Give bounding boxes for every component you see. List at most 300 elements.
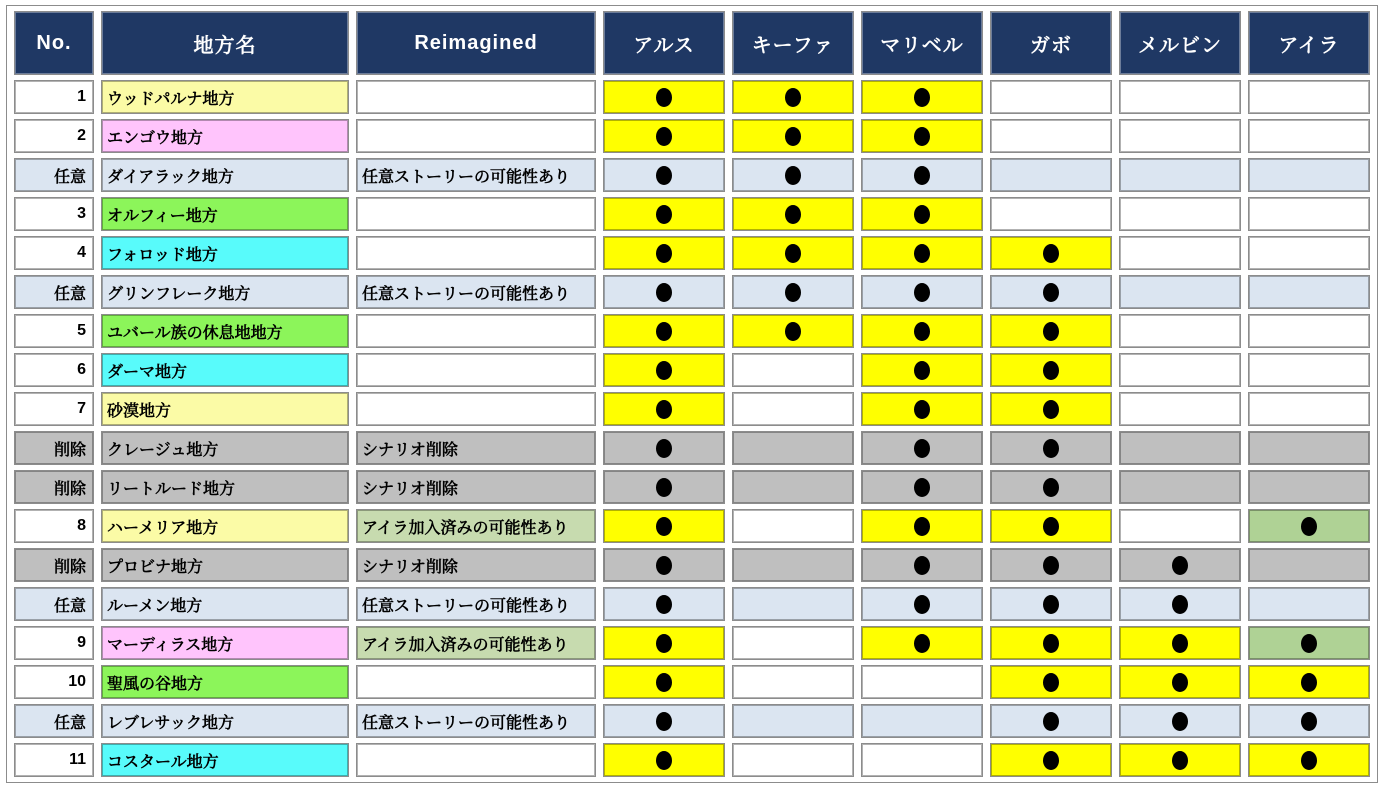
presence-dot-icon [1172, 712, 1188, 731]
table-row [14, 197, 1370, 231]
presence-dot-icon [914, 88, 930, 107]
presence-dot-icon [1172, 673, 1188, 692]
member-cell-keefa [732, 353, 854, 387]
member-cell-keefa [732, 236, 854, 270]
presence-dot-icon [914, 439, 930, 458]
member-cell-melvin [1119, 470, 1241, 504]
column-header-label: Reimagined [357, 12, 595, 74]
no-value: 9 [15, 627, 93, 659]
region-name: エンゴウ地方 [102, 120, 348, 152]
region-name-cell [101, 509, 349, 543]
presence-dot-icon [1172, 751, 1188, 770]
member-cell-keefa [732, 119, 854, 153]
column-header-keefa [732, 11, 854, 75]
member-cell-gabo [990, 431, 1112, 465]
member-cell-keefa [732, 665, 854, 699]
reimagined-cell [356, 665, 596, 699]
member-cell-gabo [990, 743, 1112, 777]
reimagined-note [357, 666, 595, 698]
member-cell-maribel [861, 119, 983, 153]
table-row [14, 431, 1370, 465]
no-cell [14, 392, 94, 426]
presence-dot-icon [656, 205, 672, 224]
presence-dot-icon [656, 322, 672, 341]
region-name: ウッドパルナ地方 [102, 81, 348, 113]
no-value: 任意 [15, 705, 93, 737]
table-row [14, 314, 1370, 348]
presence-dot-icon [785, 88, 801, 107]
table-row [14, 158, 1370, 192]
member-cell-maribel [861, 548, 983, 582]
presence-dot-icon [656, 673, 672, 692]
member-cell-maribel [861, 431, 983, 465]
no-value: 1 [15, 81, 93, 113]
presence-dot-icon [1043, 478, 1059, 497]
member-cell-arus [603, 197, 725, 231]
no-value: 6 [15, 354, 93, 386]
reimagined-note [357, 198, 595, 230]
member-cell-gabo [990, 314, 1112, 348]
member-cell-arus [603, 665, 725, 699]
reimagined-cell [356, 431, 596, 465]
reimagined-note: 任意ストーリーの可能性あり [357, 705, 595, 737]
table-row [14, 236, 1370, 270]
reimagined-cell [356, 80, 596, 114]
no-cell [14, 275, 94, 309]
region-name-cell [101, 80, 349, 114]
reimagined-note: 任意ストーリーの可能性あり [357, 588, 595, 620]
member-cell-gabo [990, 353, 1112, 387]
member-cell-arus [603, 743, 725, 777]
no-value: 削除 [15, 432, 93, 464]
member-cell-maribel [861, 158, 983, 192]
presence-dot-icon [914, 517, 930, 536]
member-cell-gabo [990, 509, 1112, 543]
member-cell-arus [603, 704, 725, 738]
reimagined-note: 任意ストーリーの可能性あり [357, 159, 595, 191]
presence-dot-icon [914, 283, 930, 302]
member-cell-maribel [861, 665, 983, 699]
member-cell-maribel [861, 743, 983, 777]
no-cell [14, 119, 94, 153]
presence-dot-icon [914, 634, 930, 653]
reimagined-note: 任意ストーリーの可能性あり [357, 276, 595, 308]
region-name-cell [101, 353, 349, 387]
table-row [14, 470, 1370, 504]
table-row [14, 509, 1370, 543]
member-cell-maribel [861, 509, 983, 543]
presence-dot-icon [1172, 556, 1188, 575]
presence-dot-icon [656, 595, 672, 614]
presence-dot-icon [785, 127, 801, 146]
presence-dot-icon [1301, 634, 1317, 653]
member-cell-aira [1248, 353, 1370, 387]
member-cell-maribel [861, 587, 983, 621]
member-cell-keefa [732, 431, 854, 465]
reimagined-cell [356, 236, 596, 270]
member-cell-gabo [990, 119, 1112, 153]
region-name: マーディラス地方 [102, 627, 348, 659]
presence-dot-icon [1172, 634, 1188, 653]
table-row [14, 80, 1370, 114]
no-value: 2 [15, 120, 93, 152]
column-header-label: マリベル [862, 12, 982, 74]
member-cell-aira [1248, 158, 1370, 192]
member-cell-arus [603, 548, 725, 582]
reimagined-cell [356, 743, 596, 777]
member-cell-aira [1248, 704, 1370, 738]
region-name: ルーメン地方 [102, 588, 348, 620]
no-cell [14, 665, 94, 699]
table-row [14, 587, 1370, 621]
presence-dot-icon [1043, 556, 1059, 575]
presence-dot-icon [656, 751, 672, 770]
no-cell [14, 80, 94, 114]
presence-dot-icon [914, 595, 930, 614]
member-cell-gabo [990, 392, 1112, 426]
member-cell-maribel [861, 470, 983, 504]
reimagined-note: シナリオ削除 [357, 432, 595, 464]
member-cell-melvin [1119, 509, 1241, 543]
reimagined-note [357, 354, 595, 386]
member-cell-aira [1248, 197, 1370, 231]
column-header-arus [603, 11, 725, 75]
reimagined-cell [356, 626, 596, 660]
presence-dot-icon [656, 127, 672, 146]
member-cell-gabo [990, 704, 1112, 738]
member-cell-keefa [732, 197, 854, 231]
presence-dot-icon [656, 634, 672, 653]
presence-dot-icon [785, 205, 801, 224]
region-name-cell [101, 275, 349, 309]
reimagined-note: アイラ加入済みの可能性あり [357, 510, 595, 542]
table-body [14, 80, 1370, 777]
member-cell-maribel [861, 353, 983, 387]
member-cell-melvin [1119, 80, 1241, 114]
column-header-label: No. [15, 12, 93, 74]
region-party-table [6, 5, 1378, 783]
member-cell-keefa [732, 509, 854, 543]
no-cell [14, 626, 94, 660]
member-cell-arus [603, 587, 725, 621]
table-row [14, 392, 1370, 426]
member-cell-gabo [990, 197, 1112, 231]
member-cell-arus [603, 626, 725, 660]
member-cell-gabo [990, 470, 1112, 504]
no-cell [14, 431, 94, 465]
reimagined-cell [356, 548, 596, 582]
presence-dot-icon [1043, 517, 1059, 536]
presence-dot-icon [1043, 712, 1059, 731]
region-name-cell [101, 314, 349, 348]
column-header-reimagined [356, 11, 596, 75]
member-cell-maribel [861, 704, 983, 738]
member-cell-keefa [732, 80, 854, 114]
member-cell-maribel [861, 80, 983, 114]
presence-dot-icon [1043, 283, 1059, 302]
no-cell [14, 197, 94, 231]
no-value: 10 [15, 666, 93, 698]
presence-dot-icon [656, 283, 672, 302]
member-cell-maribel [861, 275, 983, 309]
no-cell [14, 236, 94, 270]
region-name-cell [101, 548, 349, 582]
member-cell-melvin [1119, 275, 1241, 309]
no-value: 任意 [15, 159, 93, 191]
reimagined-note [357, 120, 595, 152]
presence-dot-icon [1301, 751, 1317, 770]
presence-dot-icon [785, 166, 801, 185]
reimagined-cell [356, 314, 596, 348]
no-value: 7 [15, 393, 93, 425]
member-cell-melvin [1119, 314, 1241, 348]
reimagined-cell [356, 119, 596, 153]
member-cell-arus [603, 158, 725, 192]
table-row [14, 626, 1370, 660]
region-name: クレージュ地方 [102, 432, 348, 464]
column-header-no [14, 11, 94, 75]
no-cell [14, 548, 94, 582]
member-cell-arus [603, 80, 725, 114]
no-value: 11 [15, 744, 93, 776]
member-cell-aira [1248, 548, 1370, 582]
no-cell [14, 587, 94, 621]
member-cell-melvin [1119, 236, 1241, 270]
member-cell-arus [603, 392, 725, 426]
reimagined-cell [356, 275, 596, 309]
reimagined-cell [356, 704, 596, 738]
region-name: オルフィー地方 [102, 198, 348, 230]
presence-dot-icon [656, 244, 672, 263]
member-cell-maribel [861, 314, 983, 348]
no-value: 5 [15, 315, 93, 347]
member-cell-gabo [990, 80, 1112, 114]
member-cell-aira [1248, 626, 1370, 660]
presence-dot-icon [1043, 439, 1059, 458]
no-cell [14, 509, 94, 543]
region-name-cell [101, 119, 349, 153]
column-header-label: キーファ [733, 12, 853, 74]
reimagined-note: シナリオ削除 [357, 549, 595, 581]
member-cell-aira [1248, 665, 1370, 699]
reimagined-note: シナリオ削除 [357, 471, 595, 503]
presence-dot-icon [656, 88, 672, 107]
no-value: 任意 [15, 588, 93, 620]
no-value: 4 [15, 237, 93, 269]
member-cell-melvin [1119, 548, 1241, 582]
table-row [14, 665, 1370, 699]
member-cell-aira [1248, 392, 1370, 426]
column-header-label: アルス [604, 12, 724, 74]
region-name: ダイアラック地方 [102, 159, 348, 191]
member-cell-keefa [732, 314, 854, 348]
member-cell-gabo [990, 275, 1112, 309]
reimagined-cell [356, 197, 596, 231]
member-cell-aira [1248, 509, 1370, 543]
reimagined-cell [356, 587, 596, 621]
region-name-cell [101, 197, 349, 231]
member-cell-gabo [990, 548, 1112, 582]
region-name: ユバール族の休息地地方 [102, 315, 348, 347]
presence-dot-icon [656, 361, 672, 380]
member-cell-melvin [1119, 665, 1241, 699]
member-cell-arus [603, 431, 725, 465]
member-cell-melvin [1119, 704, 1241, 738]
no-value: 3 [15, 198, 93, 230]
column-header-aira [1248, 11, 1370, 75]
table-row [14, 548, 1370, 582]
table-row [14, 119, 1370, 153]
member-cell-gabo [990, 665, 1112, 699]
no-value: 8 [15, 510, 93, 542]
member-cell-aira [1248, 587, 1370, 621]
region-name-cell [101, 236, 349, 270]
member-cell-aira [1248, 80, 1370, 114]
reimagined-note [357, 81, 595, 113]
member-cell-arus [603, 119, 725, 153]
column-header-melvin [1119, 11, 1241, 75]
no-value: 任意 [15, 276, 93, 308]
region-name: ダーマ地方 [102, 354, 348, 386]
presence-dot-icon [785, 283, 801, 302]
presence-dot-icon [656, 556, 672, 575]
no-cell [14, 158, 94, 192]
no-cell [14, 314, 94, 348]
member-cell-melvin [1119, 353, 1241, 387]
region-name-cell [101, 665, 349, 699]
header-row [14, 11, 1370, 75]
member-cell-melvin [1119, 158, 1241, 192]
no-value: 削除 [15, 549, 93, 581]
region-name: フォロッド地方 [102, 237, 348, 269]
region-name-cell [101, 704, 349, 738]
member-cell-aira [1248, 119, 1370, 153]
no-cell [14, 470, 94, 504]
member-cell-melvin [1119, 587, 1241, 621]
presence-dot-icon [1043, 361, 1059, 380]
member-cell-keefa [732, 548, 854, 582]
member-cell-gabo [990, 626, 1112, 660]
member-cell-maribel [861, 392, 983, 426]
reimagined-note [357, 393, 595, 425]
region-name-cell [101, 626, 349, 660]
member-cell-gabo [990, 587, 1112, 621]
region-name: 聖風の谷地方 [102, 666, 348, 698]
presence-dot-icon [914, 556, 930, 575]
member-cell-keefa [732, 587, 854, 621]
member-cell-arus [603, 314, 725, 348]
member-cell-melvin [1119, 431, 1241, 465]
table-row [14, 275, 1370, 309]
member-cell-melvin [1119, 119, 1241, 153]
column-header-label: メルビン [1120, 12, 1240, 74]
presence-dot-icon [1043, 751, 1059, 770]
member-cell-melvin [1119, 626, 1241, 660]
member-cell-keefa [732, 392, 854, 426]
presence-dot-icon [1043, 244, 1059, 263]
member-cell-aira [1248, 743, 1370, 777]
reimagined-note [357, 744, 595, 776]
presence-dot-icon [656, 712, 672, 731]
member-cell-keefa [732, 626, 854, 660]
member-cell-keefa [732, 743, 854, 777]
presence-dot-icon [1043, 322, 1059, 341]
presence-dot-icon [656, 400, 672, 419]
column-header-label: アイラ [1249, 12, 1369, 74]
reimagined-cell [356, 392, 596, 426]
region-name: グリンフレーク地方 [102, 276, 348, 308]
member-cell-aira [1248, 236, 1370, 270]
presence-dot-icon [785, 322, 801, 341]
member-cell-melvin [1119, 392, 1241, 426]
no-cell [14, 353, 94, 387]
table-row [14, 743, 1370, 777]
no-value: 削除 [15, 471, 93, 503]
column-header-region-name [101, 11, 349, 75]
presence-dot-icon [914, 127, 930, 146]
member-cell-arus [603, 353, 725, 387]
member-cell-melvin [1119, 743, 1241, 777]
member-cell-aira [1248, 470, 1370, 504]
presence-dot-icon [1301, 712, 1317, 731]
presence-dot-icon [1172, 595, 1188, 614]
presence-dot-icon [1043, 634, 1059, 653]
region-name: 砂漠地方 [102, 393, 348, 425]
member-cell-aira [1248, 275, 1370, 309]
member-cell-keefa [732, 704, 854, 738]
member-cell-arus [603, 470, 725, 504]
reimagined-cell [356, 158, 596, 192]
reimagined-cell [356, 353, 596, 387]
presence-dot-icon [656, 439, 672, 458]
member-cell-gabo [990, 236, 1112, 270]
reimagined-note [357, 237, 595, 269]
member-cell-aira [1248, 431, 1370, 465]
member-cell-keefa [732, 470, 854, 504]
presence-dot-icon [914, 478, 930, 497]
region-name: ハーメリア地方 [102, 510, 348, 542]
member-cell-maribel [861, 626, 983, 660]
region-name-cell [101, 470, 349, 504]
presence-dot-icon [914, 400, 930, 419]
region-name: リートルード地方 [102, 471, 348, 503]
presence-dot-icon [914, 166, 930, 185]
member-cell-melvin [1119, 197, 1241, 231]
reimagined-note [357, 315, 595, 347]
presence-dot-icon [1043, 595, 1059, 614]
no-cell [14, 704, 94, 738]
region-name: プロビナ地方 [102, 549, 348, 581]
table-row [14, 353, 1370, 387]
table-row [14, 704, 1370, 738]
member-cell-maribel [861, 236, 983, 270]
column-header-maribel [861, 11, 983, 75]
member-cell-maribel [861, 197, 983, 231]
member-cell-arus [603, 236, 725, 270]
region-name-cell [101, 158, 349, 192]
reimagined-note: アイラ加入済みの可能性あり [357, 627, 595, 659]
presence-dot-icon [914, 205, 930, 224]
region-name-cell [101, 392, 349, 426]
region-name-cell [101, 587, 349, 621]
reimagined-cell [356, 470, 596, 504]
presence-dot-icon [914, 322, 930, 341]
presence-dot-icon [914, 361, 930, 380]
member-cell-gabo [990, 158, 1112, 192]
region-name: レブレサック地方 [102, 705, 348, 737]
no-cell [14, 743, 94, 777]
region-name: コスタール地方 [102, 744, 348, 776]
